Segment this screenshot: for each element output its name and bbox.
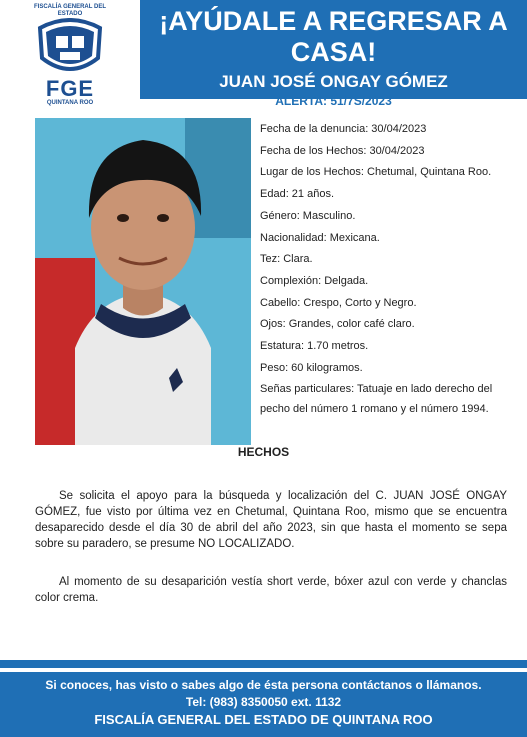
- hechos-heading: HECHOS: [237, 445, 290, 459]
- footer-call-to-action: Si conoces, has visto o sabes algo de ésta persona contáctanos o llámanos.: [45, 678, 482, 692]
- detail-complexion: Complexión: Delgada.: [260, 274, 369, 287]
- missing-person-photo: [35, 118, 251, 445]
- logo-acronym: FGE: [45, 76, 95, 101]
- page-title: ¡AYÚDALE A REGRESAR A CASA!: [159, 6, 508, 67]
- detail-fecha-denuncia: Fecha de la denuncia: 30/04/2023: [260, 123, 427, 135]
- header-banner: [140, 0, 527, 104]
- logo-top-text: FISCALÍA GENERAL DEL ESTADO: [33, 4, 106, 17]
- hechos-paragraph-1: Se solicita el apoyo para la búsqueda y localización del C. JUAN JOSÉ ONGAY GÓMEZ, fue visto por última vez en Chetumal, Quintana Roo, mismo que se encuentra desaparecido desde el día 30 de abril del año 2023, sin que hasta el momento se sepa sobre su paradero, se presume NO LOCALIZADO.: [35, 490, 507, 550]
- alerta-code: ALERTA: 51/7S/2023: [275, 94, 392, 108]
- footer-divider: [0, 660, 527, 668]
- person-details: [260, 119, 522, 419]
- detail-ojos: Ojos: Grandes, color café claro.: [260, 318, 415, 331]
- portrait-image: [35, 118, 251, 445]
- detail-edad: Edad: 21 años.: [260, 188, 335, 201]
- detail-tez: Tez: Clara.: [260, 253, 313, 266]
- missing-person-name: JUAN JOSÉ ONGAY GÓMEZ: [219, 72, 448, 91]
- logo-state: QUINTANA ROO: [46, 100, 94, 106]
- detail-fecha-hechos: Fecha de los Hechos: 30/04/2023: [260, 144, 425, 157]
- detail-genero: Género: Masculino.: [260, 209, 356, 222]
- footer-agency: FISCALÍA GENERAL DEL ESTADO DE QUINTANA ROO: [94, 712, 433, 727]
- hechos-paragraph-2: Al momento de su desaparición vestía short verde, bóxer azul con verde y chanclas color crema.: [35, 576, 507, 604]
- detail-nacionalidad: Nacionalidad: Mexicana.: [260, 231, 380, 244]
- footer-phone: Tel: (983) 8350050 ext. 1132: [185, 695, 342, 709]
- detail-peso: Peso: 60 kilogramos.: [260, 361, 363, 374]
- footer-banner: [0, 672, 527, 737]
- state-seal-icon: [32, 18, 108, 78]
- detail-senas: Señas particulares: Tatuaje en lado derecho del pecho del número 1 romano y el número 1994.: [260, 383, 493, 416]
- detail-cabello: Cabello: Crespo, Corto y Negro.: [260, 296, 417, 309]
- detail-estatura: Estatura: 1.70 metros.: [260, 340, 369, 353]
- detail-lugar: Lugar de los Hechos: Chetumal, Quintana Roo.: [260, 166, 492, 179]
